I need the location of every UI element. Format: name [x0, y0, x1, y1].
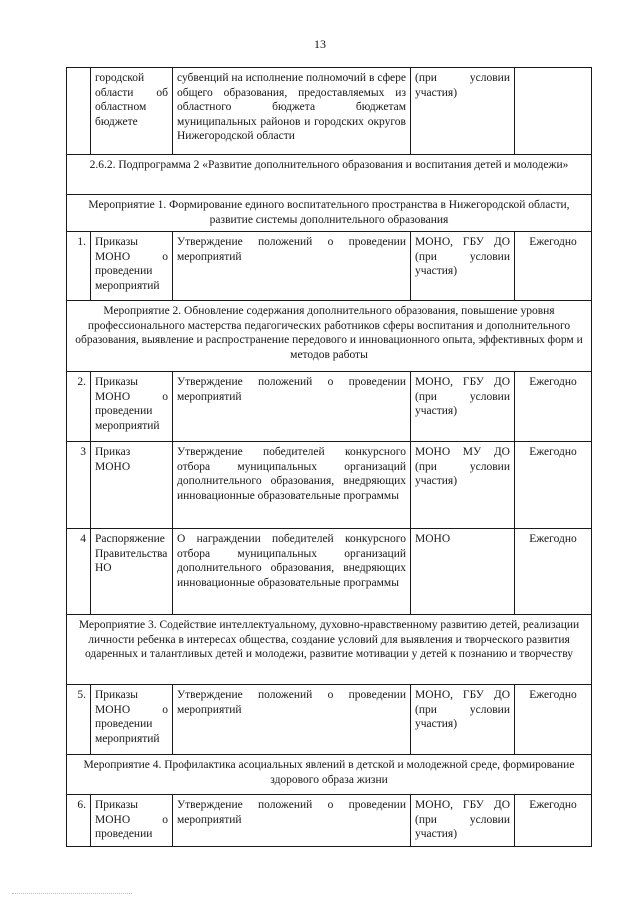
responsible-cell: МОНО, ГБУ ДО (при условии участия) — [411, 795, 515, 847]
section-heading-row — [67, 755, 592, 795]
activity-heading: Мероприятие 4. Профилактика асоциальных явлений в детской и молодежной среде, формирование здорового образа жизни — [67, 755, 592, 795]
deadline-cell: Ежегодно — [515, 529, 592, 615]
subprogram-heading: 2.6.2. Подпрограмма 2 «Развитие дополнительного образования и воспитания детей и молодежи» — [67, 155, 592, 195]
description-cell: Утверждение положений о проведении мероприятий — [173, 795, 411, 847]
description-cell: Утверждение положений о проведении мероприятий — [173, 372, 411, 442]
row-number — [67, 68, 91, 155]
description-cell: субвенций на исполнение полномочий в сфере общего образования, предоставляемых из областного бюджета бюджетам муниципальных районов и городских округов Нижегородской области — [173, 68, 411, 155]
document-cell: Приказы МОНО о проведении мероприятий — [91, 372, 173, 442]
section-heading-row — [67, 155, 592, 195]
deadline-cell: Ежегодно — [515, 442, 592, 529]
row-number: 1. — [67, 232, 91, 301]
deadline-cell: Ежегодно — [515, 685, 592, 755]
table-row — [67, 372, 592, 442]
table-row — [67, 442, 592, 529]
row-number: 6. — [67, 795, 91, 847]
deadline-cell: Ежегодно — [515, 795, 592, 847]
section-heading-row — [67, 615, 592, 685]
document-cell: Приказы МОНО о проведении мероприятий — [91, 232, 173, 301]
description-cell: О награждении победителей конкурсного отбора муниципальных организаций дополнительного образования, внедряющих инновационные образовательные программы — [173, 529, 411, 615]
section-heading-row — [67, 301, 592, 372]
responsible-cell: МОНО, ГБУ ДО (при условии участия) — [411, 232, 515, 301]
document-cell: городской области об областном бюджете — [91, 68, 173, 155]
row-number: 4 — [67, 529, 91, 615]
responsible-cell: МОНО — [411, 529, 515, 615]
responsible-cell: МОНО МУ ДО (при условии участия) — [411, 442, 515, 529]
activity-heading: Мероприятие 2. Обновление содержания дополнительного образования, повышение уровня профессионального мастерства педагогических работников сферы воспитания и дополнительного образования, выявление и распространение передового и инновационного опыта, эффективных форм и методов работы — [67, 301, 592, 372]
table-row — [67, 232, 592, 301]
document-cell: Приказы МОНО о проведении — [91, 795, 173, 847]
deadline-cell — [515, 68, 592, 155]
responsible-cell: МОНО, ГБУ ДО (при условии участия) — [411, 685, 515, 755]
responsible-cell: МОНО, ГБУ ДО (при условии участия) — [411, 372, 515, 442]
activity-heading: Мероприятие 3. Содействие интеллектуальному, духовно-нравственному развитию детей, реализации личности ребенка в интересах общества, создание условий для выявления и творческого развития одаренных и талантливых детей и молодежи, развитие мотивации у детей к познанию и творчеству — [67, 615, 592, 685]
document-cell: Приказы МОНО о проведении мероприятий — [91, 685, 173, 755]
deadline-cell: Ежегодно — [515, 232, 592, 301]
row-number: 2. — [67, 372, 91, 442]
description-cell: Утверждение победителей конкурсного отбора муниципальных организаций дополнительного образования, внедряющих инновационные образовательные программы — [173, 442, 411, 529]
section-heading-row — [67, 195, 592, 232]
table-row — [67, 529, 592, 615]
document-cell: Распоряжение Правительства НО — [91, 529, 173, 615]
table-row — [67, 68, 592, 155]
activity-heading: Мероприятие 1. Формирование единого воспитательного пространства в Нижегородской области, развитие системы дополнительного образования — [67, 195, 592, 232]
row-number: 3 — [67, 442, 91, 529]
description-cell: Утверждение положений о проведении мероприятий — [173, 232, 411, 301]
document-cell: Приказ МОНО — [91, 442, 173, 529]
row-number: 5. — [67, 685, 91, 755]
table-row — [67, 685, 592, 755]
table-row — [67, 795, 592, 847]
deadline-cell: Ежегодно — [515, 372, 592, 442]
activities-table — [66, 67, 592, 847]
scan-artifact — [12, 893, 132, 897]
responsible-cell: (при условии участия) — [411, 68, 515, 155]
page-number: 13 — [314, 37, 326, 51]
description-cell: Утверждение положений о проведении мероприятий — [173, 685, 411, 755]
